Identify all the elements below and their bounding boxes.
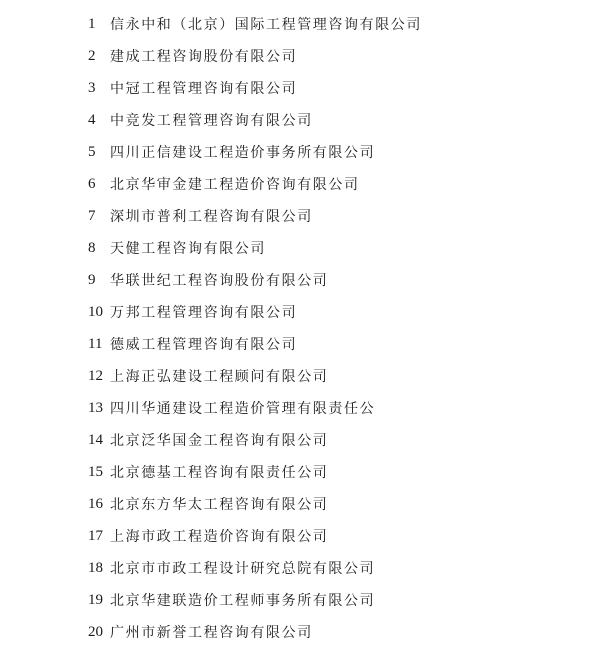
list-item: [88, 488, 422, 520]
company-name: 信永中和（北京）国际工程管理咨询有限公司: [110, 17, 422, 33]
list-item: [88, 520, 422, 552]
list-item: [88, 392, 422, 424]
list-item: [88, 264, 422, 296]
list-item: [88, 136, 422, 168]
list-item: [88, 584, 422, 616]
item-number: 8: [88, 239, 96, 256]
list-item: [88, 616, 422, 648]
company-name: 建成工程咨询股份有限公司: [110, 49, 298, 65]
list-item: [88, 72, 422, 104]
item-number: 15: [88, 463, 103, 480]
item-number: 18: [88, 559, 103, 576]
list-item: [88, 104, 422, 136]
company-name: 华联世纪工程咨询股份有限公司: [110, 273, 329, 289]
list-item: [88, 424, 422, 456]
list-item: [88, 8, 422, 40]
company-name: 四川正信建设工程造价事务所有限公司: [110, 145, 376, 161]
item-number: 17: [88, 527, 103, 544]
item-number: 20: [88, 623, 103, 640]
company-name: 北京华建联造价工程师事务所有限公司: [110, 593, 376, 609]
company-name: 上海市政工程造价咨询有限公司: [110, 529, 329, 545]
item-number: 5: [88, 143, 96, 160]
company-name: 北京市市政工程设计研究总院有限公司: [110, 561, 376, 577]
list-item: [88, 168, 422, 200]
item-number: 10: [88, 303, 103, 320]
item-number: 14: [88, 431, 103, 448]
list-item: [88, 40, 422, 72]
item-number: 1: [88, 15, 96, 32]
company-name: 北京泛华国金工程咨询有限公司: [110, 433, 329, 449]
list-item: [88, 328, 422, 360]
list-item: [88, 552, 422, 584]
item-number: 19: [88, 591, 103, 608]
list-item: [88, 200, 422, 232]
company-name: 广州市新誉工程咨询有限公司: [110, 625, 313, 641]
item-number: 13: [88, 399, 103, 416]
item-number: 2: [88, 47, 96, 64]
item-number: 3: [88, 79, 96, 96]
company-name: 德威工程管理咨询有限公司: [110, 337, 298, 353]
list-item: [88, 456, 422, 488]
item-number: 11: [88, 335, 103, 352]
company-name: 天健工程咨询有限公司: [110, 241, 266, 257]
company-name: 北京德基工程咨询有限责任公司: [110, 465, 329, 481]
company-name: 北京东方华太工程咨询有限公司: [110, 497, 329, 513]
item-number: 12: [88, 367, 103, 384]
item-number: 9: [88, 271, 96, 288]
company-list: [88, 8, 422, 648]
list-item: [88, 296, 422, 328]
company-name: 中竞发工程管理咨询有限公司: [110, 113, 313, 129]
company-name: 中冠工程管理咨询有限公司: [110, 81, 298, 97]
company-name: 北京华审金建工程造价咨询有限公司: [110, 177, 360, 193]
item-number: 7: [88, 207, 96, 224]
company-name: 上海正弘建设工程顾问有限公司: [110, 369, 329, 385]
company-name: 四川华通建设工程造价管理有限责任公: [110, 401, 376, 417]
item-number: 16: [88, 495, 103, 512]
item-number: 6: [88, 175, 96, 192]
list-item: [88, 232, 422, 264]
company-name: 万邦工程管理咨询有限公司: [110, 305, 298, 321]
item-number: 4: [88, 111, 96, 128]
company-name: 深圳市普利工程咨询有限公司: [110, 209, 313, 225]
list-item: [88, 360, 422, 392]
